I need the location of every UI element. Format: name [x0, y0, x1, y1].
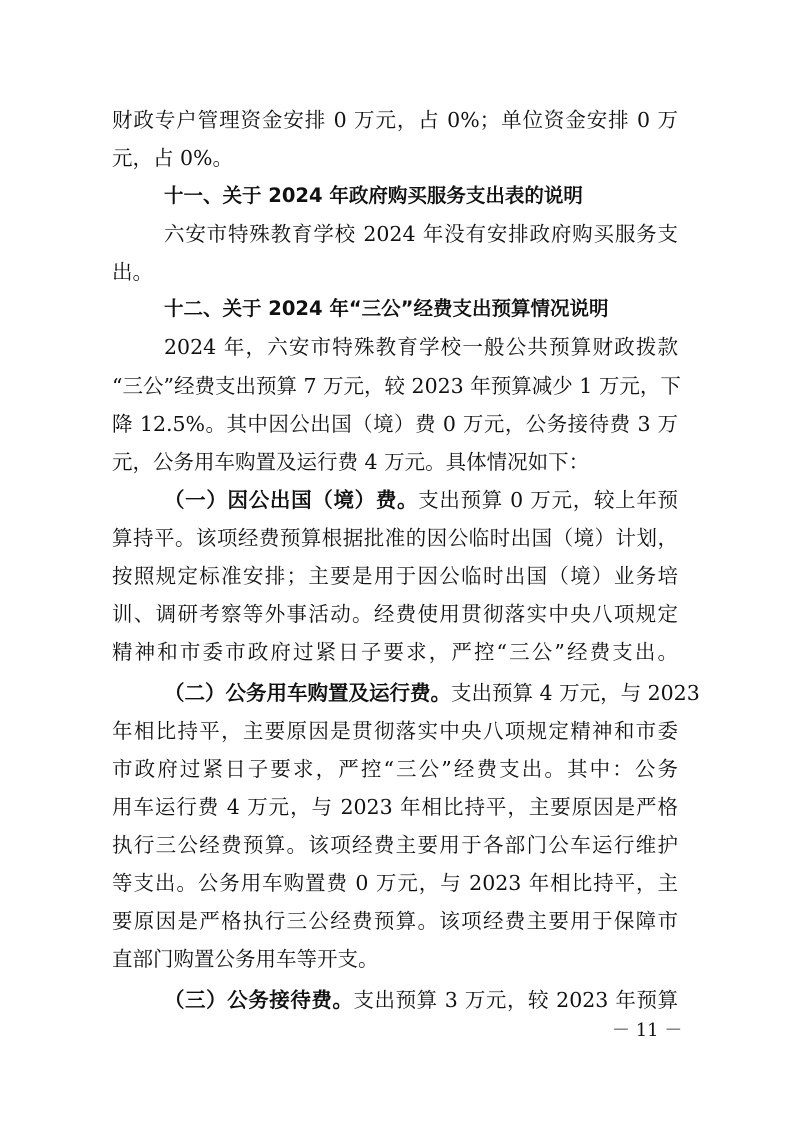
text-line: 市政府过紧日子要求，严控“三公”经费支出。其中：公务 [112, 757, 678, 781]
text-line: 2024 年，六安市特殊教育学校一般公共预算财政拨款 [164, 335, 678, 359]
text-line: 精神和市委市政府过紧日子要求，严控“三公”经费支出。 [112, 640, 678, 664]
subsection-heading-3: （三）公务接待费。 [164, 988, 354, 1012]
text-line: 年相比持平，主要原因是贯彻落实中央八项规定精神和市委 [112, 719, 678, 743]
text-line: 按照规定标准安排；主要是用于因公临时出国（境）业务培 [112, 564, 678, 588]
text-line: 要原因是严格执行三公经费预算。该项经费主要用于保障市 [112, 909, 678, 933]
text-line: 六安市特殊教育学校 2024 年没有安排政府购买服务支 [164, 222, 678, 246]
text-line: 直部门购置公务用车等开支。 [112, 947, 379, 971]
text-line: 等支出。公务用车购置费 0 万元，与 2023 年相比持平，主 [112, 871, 678, 895]
text-line: 财政专户管理资金安排 0 万元，占 0%；单位资金安排 0 万 [112, 108, 678, 132]
text-run: 支出预算 3 万元，较 2023 年预算 [353, 988, 679, 1012]
text-line: 执行三公经费预算。该项经费主要用于各部门公车运行维护 [112, 833, 678, 857]
page-number: － 11 － [612, 1020, 683, 1041]
subsection-line-2 [112, 673, 700, 713]
text-line: 算持平。该项经费预算根据批准的因公临时出国（境）计划， [112, 526, 678, 550]
subsection-heading-1: （一）因公出国（境）费。 [164, 488, 419, 512]
text-run: 支出预算 0 万元，较上年预 [418, 488, 679, 512]
text-line: 元，占 0%。 [112, 146, 234, 170]
text-line: 元，公务用车购置及运行费 4 万元。具体情况如下： [112, 450, 590, 474]
subsection-line-3 [112, 980, 678, 1020]
text-run: 支出预算 4 万元，与 2023 [451, 681, 700, 705]
text-line: 训、调研考察等外事活动。经费使用贯彻落实中央八项规定 [112, 602, 678, 626]
section-heading-12: 十二、关于 2024 年“三公”经费支出预算情况说明 [164, 297, 609, 320]
subsection-heading-2: （二）公务用车购置及运行费。 [164, 681, 451, 705]
text-line: 降 12.5%。其中因公出国（境）费 0 万元，公务接待费 3 万 [112, 412, 678, 436]
section-heading-11: 十一、关于 2024 年政府购买服务支出表的说明 [164, 184, 583, 207]
subsection-line-1 [112, 480, 678, 520]
text-line: 用车运行费 4 万元，与 2023 年相比持平，主要原因是严格 [112, 795, 678, 819]
text-line: 出。 [112, 260, 153, 284]
text-line: “三公”经费支出预算 7 万元，较 2023 年预算减少 1 万元，下 [112, 374, 681, 398]
